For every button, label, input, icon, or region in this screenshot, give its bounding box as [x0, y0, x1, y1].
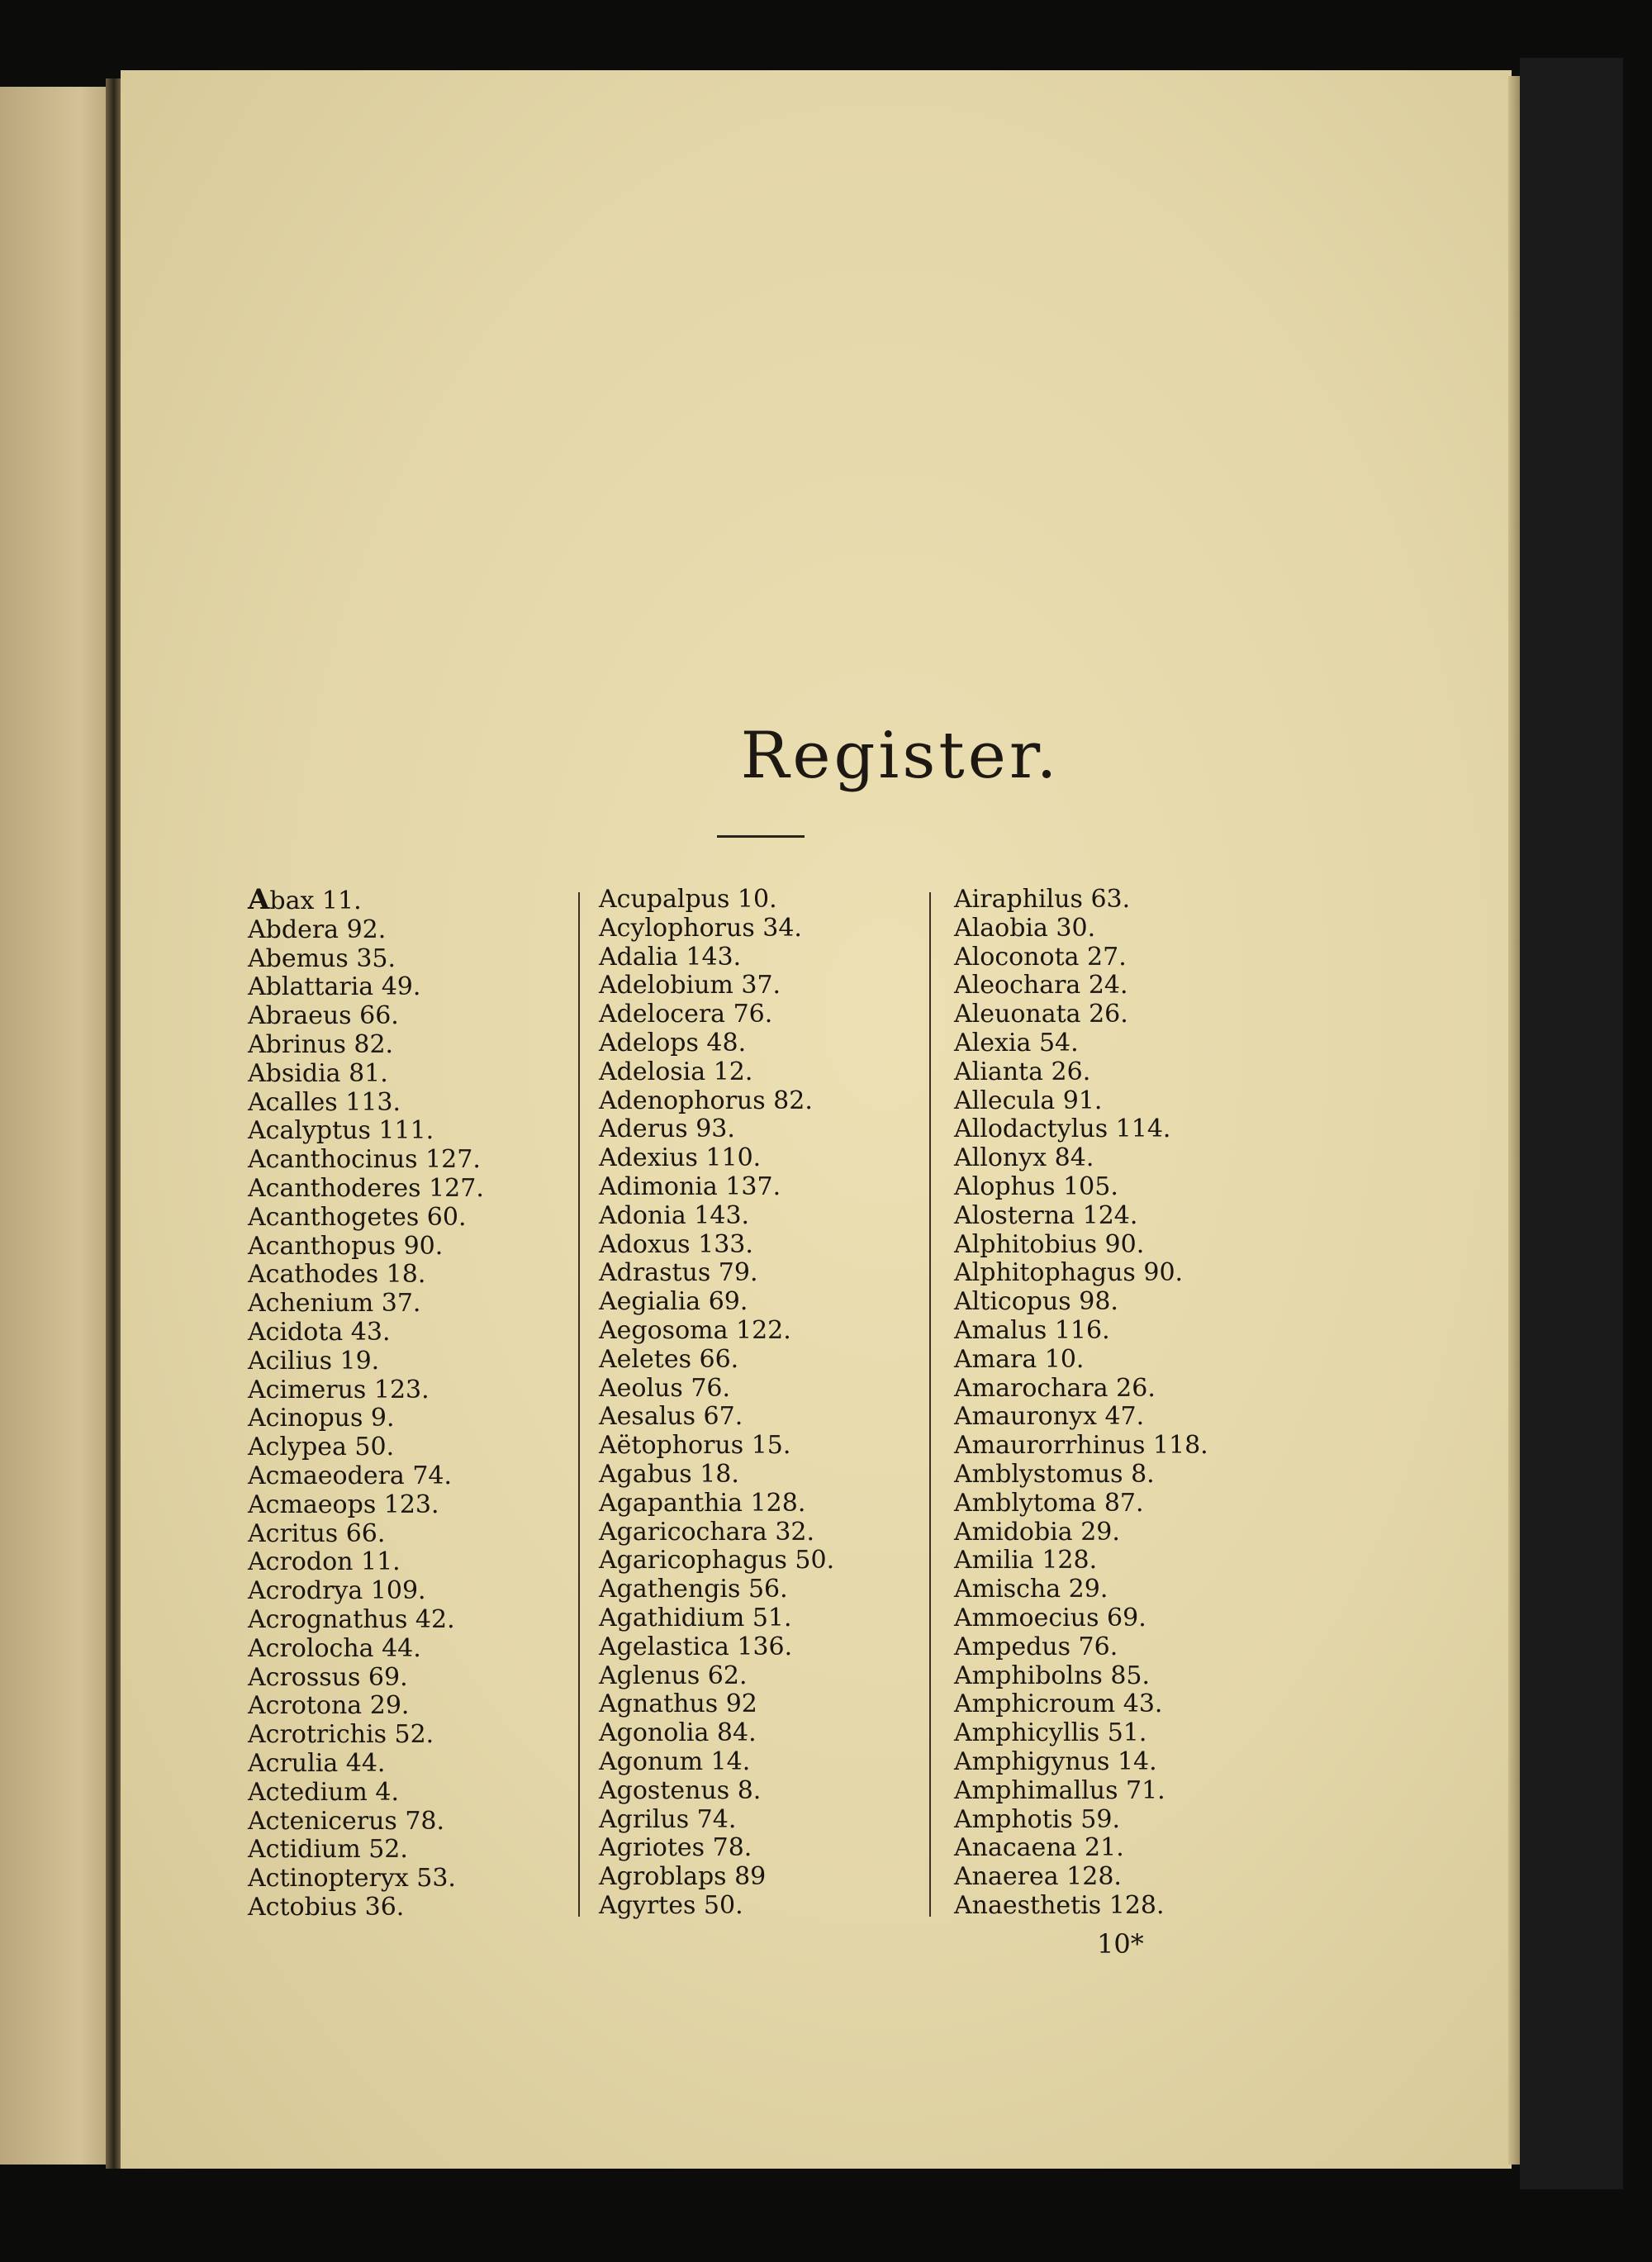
- index-entry: Adalia 143.: [599, 942, 742, 972]
- index-entry: Allodactylus 114.: [954, 1114, 1171, 1144]
- index-entry: Actenicerus 78.: [248, 1806, 445, 1836]
- index-entry: Amischa 29.: [954, 1575, 1108, 1604]
- index-entry: Acrolocha 44.: [248, 1633, 421, 1663]
- index-entry: Acathodes 18.: [248, 1260, 426, 1290]
- index-entry: Acrodon 11.: [248, 1547, 401, 1577]
- index-entry: Amphicyllis 51.: [954, 1718, 1147, 1748]
- index-entry: Aëtophorus 15.: [599, 1431, 791, 1461]
- column-divider: [578, 892, 580, 1917]
- facing-page-edge: [0, 87, 114, 2165]
- index-entry: Agnathus 92: [599, 1689, 757, 1719]
- index-entry: Acanthoderes 127.: [248, 1173, 484, 1203]
- index-entry: Agaricochara 32.: [599, 1517, 815, 1547]
- index-entry: Airaphilus 63.: [954, 885, 1131, 914]
- index-entry: Acrossus 69.: [248, 1662, 408, 1692]
- index-entry: Acrulia 44.: [248, 1748, 386, 1778]
- book-cover-edge: [1520, 58, 1623, 2189]
- index-entry: Anaerea 128.: [954, 1862, 1122, 1892]
- index-entry: Adrastus 79.: [599, 1258, 758, 1288]
- index-entry: Anacaena 21.: [954, 1833, 1124, 1863]
- index-entry: Agapanthia 128.: [599, 1488, 806, 1518]
- index-entry: Amidobia 29.: [954, 1517, 1120, 1547]
- index-entry: Adimonia 137.: [599, 1171, 781, 1201]
- index-entry: Acritus 66.: [248, 1518, 386, 1548]
- index-entry: Acrognathus 42.: [248, 1604, 455, 1634]
- index-entry: Alophus 105.: [954, 1171, 1118, 1201]
- index-column-3: [954, 886, 1208, 1921]
- index-column-2: [599, 886, 834, 1921]
- index-column-1: [248, 883, 484, 1922]
- index-entry: Acilius 19.: [248, 1346, 380, 1376]
- index-entry: Adexius 110.: [599, 1143, 762, 1173]
- index-entry: Amblystomus 8.: [954, 1459, 1155, 1489]
- index-entry: Agriotes 78.: [599, 1833, 752, 1863]
- index-entry: Agrilus 74.: [599, 1804, 737, 1834]
- index-entry: Amara 10.: [954, 1344, 1085, 1374]
- index-entry: Amphigynus 14.: [954, 1746, 1157, 1776]
- index-entry: Anaesthetis 128.: [954, 1890, 1165, 1920]
- index-entry: Agonum 14.: [599, 1746, 751, 1776]
- register-heading: Register.: [740, 719, 1061, 793]
- index-entry: Alticopus 98.: [954, 1287, 1118, 1317]
- index-entry: Acalles 113.: [248, 1087, 401, 1117]
- index-entry: Actidium 52.: [248, 1835, 408, 1865]
- index-entry: Acanthogetes 60.: [248, 1202, 467, 1232]
- index-entry: Acanthopus 90.: [248, 1231, 444, 1261]
- index-entry: Adelocera 76.: [599, 1000, 773, 1029]
- index-entry: Adelobium 37.: [599, 971, 781, 1000]
- index-entry: Amalus 116.: [954, 1315, 1110, 1345]
- index-entry: Acrodrya 109.: [248, 1576, 426, 1606]
- index-entry: Amphicroum 43.: [954, 1689, 1163, 1719]
- index-entry: Alphitophagus 90.: [954, 1258, 1184, 1288]
- index-entry: Ampedus 76.: [954, 1632, 1118, 1661]
- index-entry: Amphotis 59.: [954, 1804, 1120, 1834]
- index-entry: Acinopus 9.: [248, 1404, 395, 1433]
- heading-rule: [717, 835, 805, 838]
- index-entry: Acylophorus 34.: [599, 913, 802, 943]
- index-entry: Aloconota 27.: [954, 942, 1127, 972]
- index-entry: Alianta 26.: [954, 1057, 1091, 1086]
- index-entry: Aegialia 69.: [599, 1287, 748, 1317]
- index-entry: Alphitobius 90.: [954, 1229, 1145, 1259]
- index-entry: Acmaeodera 74.: [248, 1461, 453, 1490]
- index-entry: Absidia 81.: [248, 1058, 388, 1088]
- index-entry: Agathengis 56.: [599, 1575, 788, 1604]
- index-entry: Achenium 37.: [248, 1289, 421, 1319]
- index-entry: Aeolus 76.: [599, 1373, 731, 1403]
- index-entry: Acalyptus 111.: [248, 1116, 434, 1146]
- index-entry: Aleuonata 26.: [954, 1000, 1128, 1029]
- index-entry: Adonia 143.: [599, 1200, 750, 1230]
- index-entry: Alaobia 30.: [954, 913, 1096, 943]
- column-divider: [929, 892, 931, 1917]
- index-entry: Amphimallus 71.: [954, 1775, 1165, 1805]
- index-entry: Amblytoma 87.: [954, 1488, 1144, 1518]
- index-entry: Agonolia 84.: [599, 1718, 757, 1748]
- index-entry: Acanthocinus 127.: [248, 1145, 481, 1175]
- index-entry: Agroblaps 89: [599, 1862, 767, 1892]
- index-entry: Adelosia 12.: [599, 1057, 753, 1086]
- index-entry: Amphibolns 85.: [954, 1661, 1151, 1690]
- index-entry: Agathidium 51.: [599, 1603, 792, 1632]
- index-entry: Adelops 48.: [599, 1028, 747, 1057]
- index-entry: Aeletes 66.: [599, 1344, 739, 1374]
- index-entry: Aclypea 50.: [248, 1433, 395, 1462]
- index-entry: Aderus 93.: [599, 1114, 735, 1144]
- index-entry: Acimerus 123.: [248, 1375, 430, 1404]
- index-entry: Ablattaria 49.: [248, 972, 421, 1002]
- page-fore-edge: [1508, 76, 1520, 2165]
- index-entry: Alosterna 124.: [954, 1200, 1138, 1230]
- index-entry: Agabus 18.: [599, 1459, 739, 1489]
- index-entry: Acrotona 29.: [248, 1691, 410, 1721]
- index-entry: Amauronyx 47.: [954, 1402, 1145, 1432]
- index-entry: Acidota 43.: [248, 1317, 391, 1347]
- index-entry: Agaricophagus 50.: [599, 1546, 835, 1575]
- index-entry: Amaurorrhinus 118.: [954, 1431, 1208, 1461]
- index-entry: Abdera 92.: [248, 915, 387, 944]
- index-entry: Acrotrichis 52.: [248, 1720, 434, 1750]
- index-entry: Amilia 128.: [954, 1546, 1098, 1575]
- index-entry: Aglenus 62.: [599, 1661, 748, 1690]
- index-entry: Acmaeops 123.: [248, 1490, 439, 1519]
- index-entry: Agelastica 136.: [599, 1632, 793, 1661]
- index-entry: Agostenus 8.: [599, 1775, 762, 1805]
- index-entry: Actedium 4.: [248, 1777, 400, 1807]
- index-entry: Alexia 54.: [954, 1028, 1079, 1057]
- index-entry: Abax 11.: [248, 883, 362, 916]
- index-entry: Allonyx 84.: [954, 1143, 1094, 1173]
- index-entry: Adoxus 133.: [599, 1229, 753, 1259]
- index-entry: Adenophorus 82.: [599, 1086, 813, 1115]
- page-number: 10*: [1097, 1928, 1144, 1960]
- index-entry: Aleochara 24.: [954, 971, 1128, 1000]
- index-entry: Abraeus 66.: [248, 1001, 399, 1031]
- index-entry: Abemus 35.: [248, 943, 396, 973]
- index-entry: Acupalpus 10.: [599, 885, 777, 914]
- index-entry: Amarochara 26.: [954, 1373, 1156, 1403]
- index-entry: Actinopteryx 53.: [248, 1864, 456, 1894]
- index-entry: Actobius 36.: [248, 1892, 405, 1922]
- index-entry: Abrinus 82.: [248, 1029, 394, 1059]
- index-entry: Aegosoma 122.: [599, 1315, 791, 1345]
- index-entry: Allecula 91.: [954, 1086, 1103, 1115]
- index-entry: Ammoecius 69.: [954, 1603, 1146, 1632]
- index-entry: Aesalus 67.: [599, 1402, 743, 1432]
- index-entry: Agyrtes 50.: [599, 1890, 743, 1920]
